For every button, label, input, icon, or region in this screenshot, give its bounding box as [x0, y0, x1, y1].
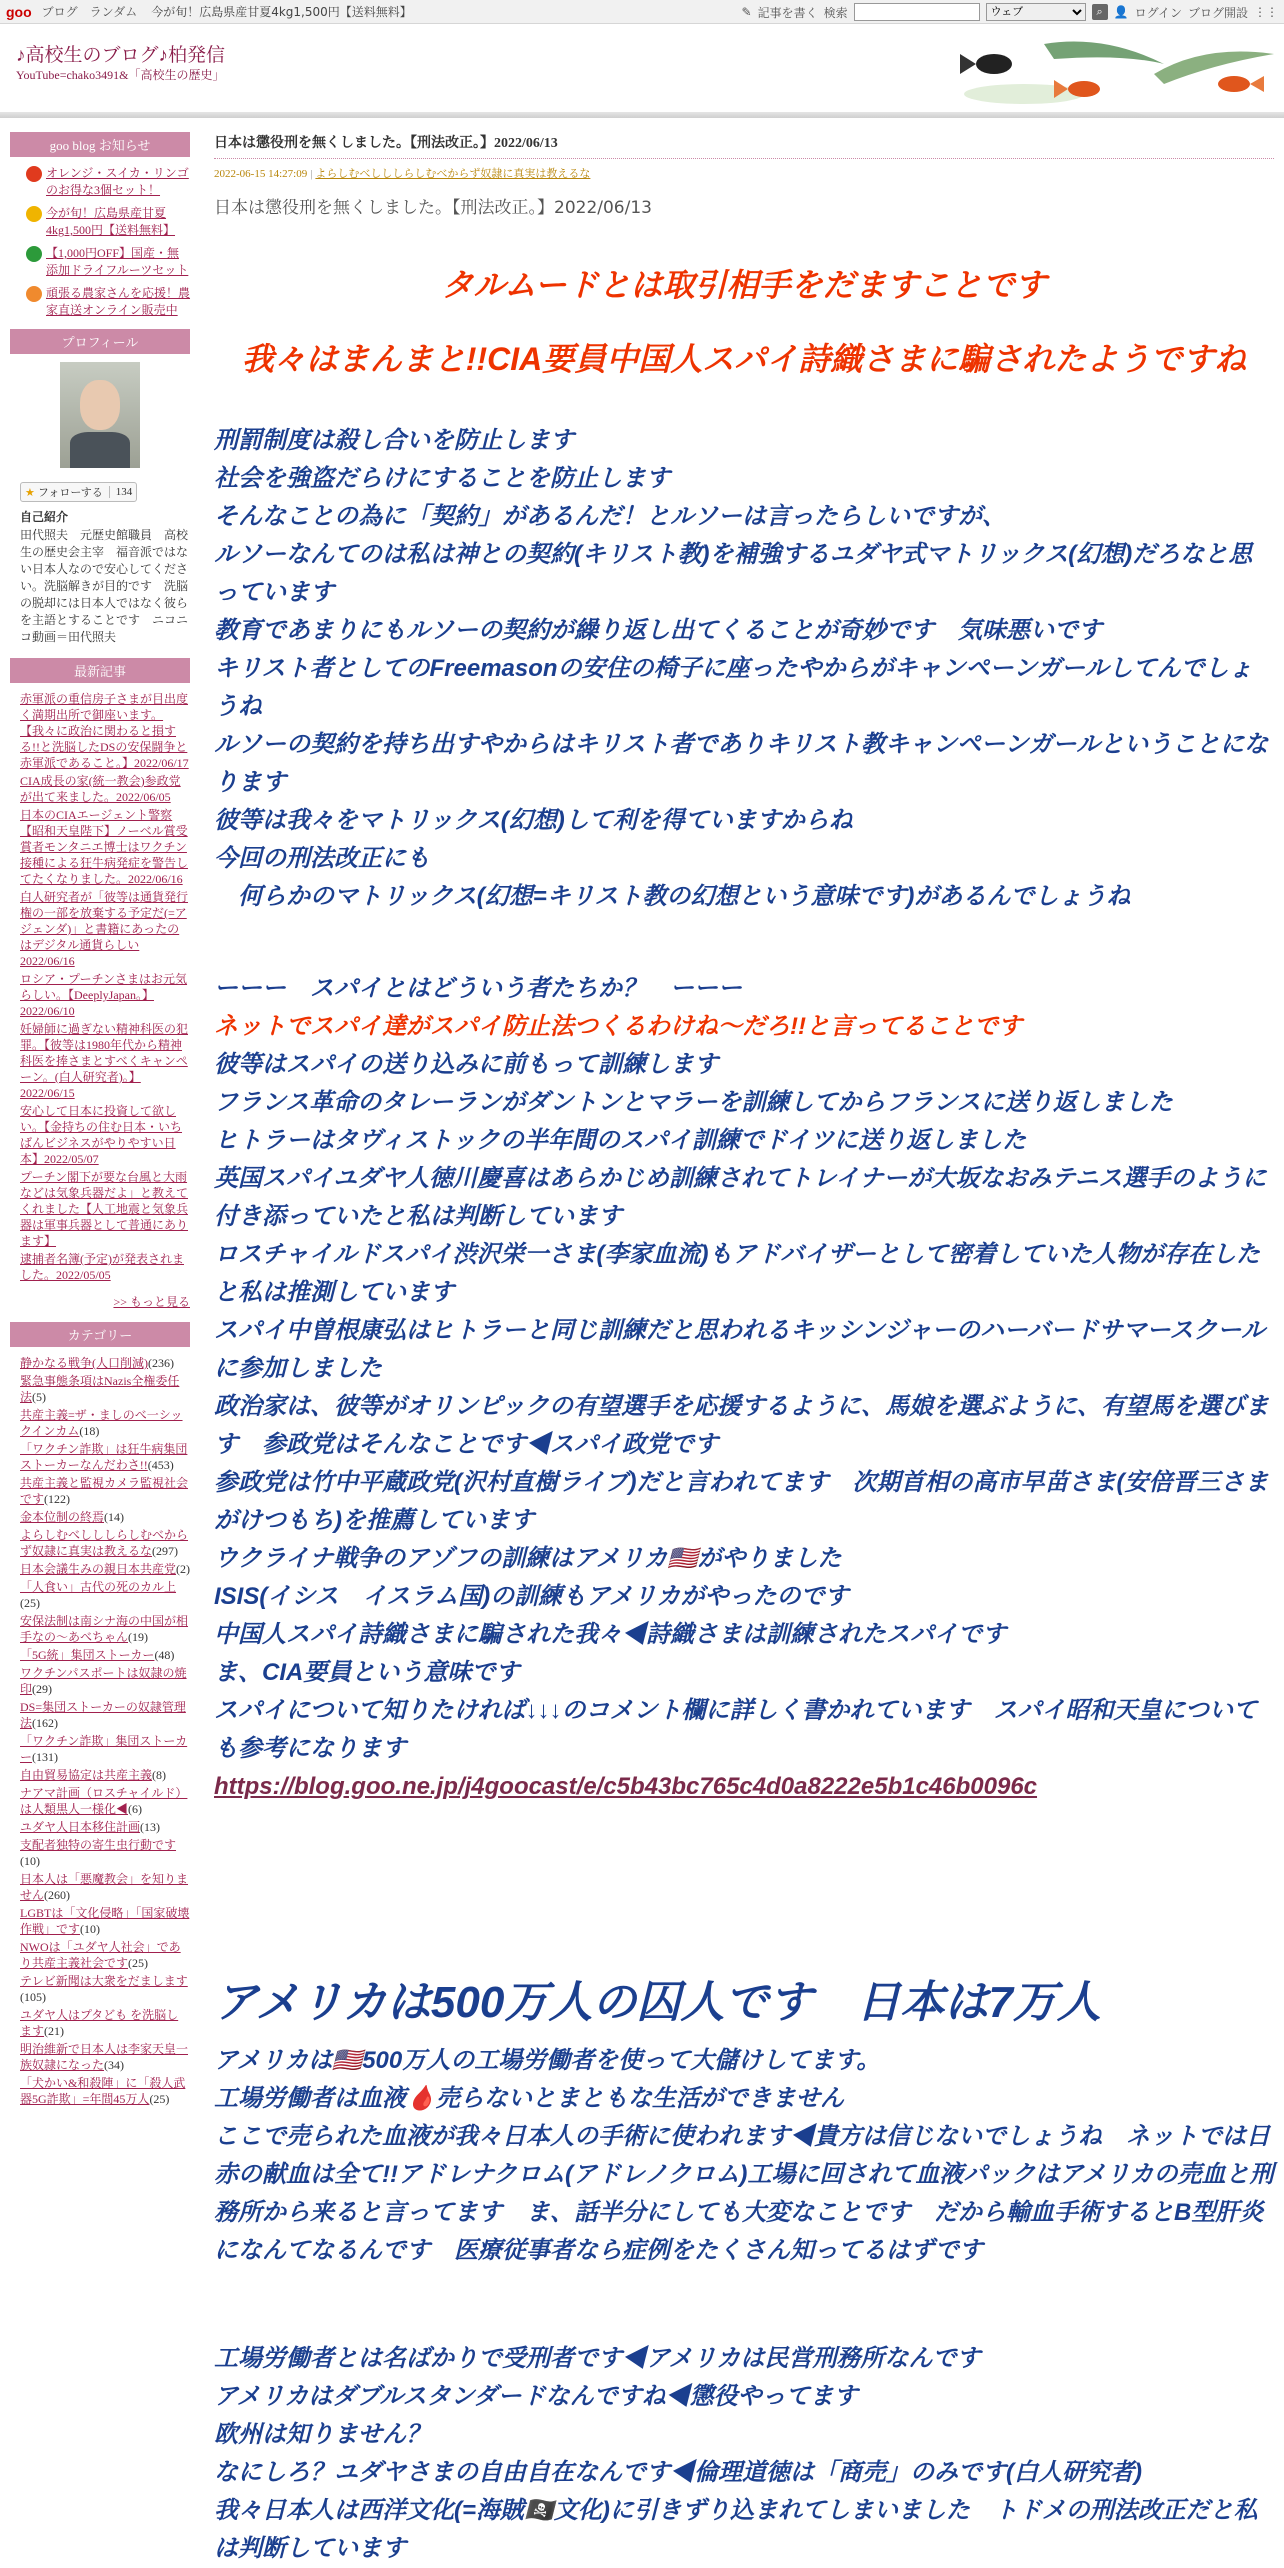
- category-count: (48): [154, 1648, 175, 1662]
- category-item: [20, 1355, 190, 1371]
- category-item: [20, 1733, 190, 1765]
- login-icon: 👤: [1113, 5, 1129, 19]
- profile-heading: プロフィール: [10, 329, 190, 354]
- recent-list: [20, 691, 190, 1283]
- category-item: [20, 1837, 190, 1869]
- open-blog-link[interactable]: ブログ開設: [1187, 5, 1248, 20]
- category-item: [20, 1407, 190, 1439]
- paragraph-line: 刑罰制度は殺し合いを防止します: [214, 427, 574, 454]
- paragraph-line: なにしろ？ユダヤさまの自由自在なんです◀倫理道徳は「商売」のみです(白人研究者): [214, 2459, 1142, 2486]
- top-toolbar: [0, 0, 1284, 24]
- paragraph-line: そんなことの為に「契約」があるんだ！とルソーは言ったらしいですが、: [214, 503, 1006, 530]
- category-item: [20, 1561, 190, 1577]
- sidebar: [10, 132, 190, 2109]
- category-item: [20, 1905, 190, 1937]
- category-count: (5): [32, 1390, 47, 1404]
- paragraph-line: スパイについて知りたければ↓↓↓のコメント欄に詳しく書かれています スパイ昭和天皇についても参考になります: [214, 1697, 1258, 1762]
- category-item: [20, 1767, 190, 1783]
- paragraph-line: 彼等は我々をマトリックス(幻想)して利を得ていますからね: [214, 807, 853, 834]
- category-link[interactable]: 「ワクチン詐欺」集団ストーカー: [20, 1734, 188, 1764]
- category-count: (14): [104, 1510, 125, 1524]
- category-count: (25): [20, 1596, 40, 1610]
- paragraph-block-1: [214, 422, 1274, 916]
- category-count: (18): [79, 1424, 100, 1438]
- self-intro-text: 田代照夫 元歴史館職員 高校生の歴史会主宰 福音派ではない日本人なので安心してください。洗脳解きが目的です 洗脳の脱却には日本人ではなく彼らを主語とすることです ニコニコ動画＝田代照夫: [20, 528, 189, 644]
- paragraph-line: 参政党は竹中平蔵政党(沢村直樹ライブ)だと言われてます 次期首相の高市早苗さま(安倍晋三さまがけつもち)を推薦しています: [214, 1469, 1269, 1534]
- category-count: (10): [80, 1922, 101, 1936]
- category-link[interactable]: 「ワクチン詐欺」は狂牛病集団ストーカーなんだわさ!!: [20, 1442, 188, 1472]
- goldfish-header-art: [904, 24, 1284, 116]
- category-item: [20, 1527, 190, 1559]
- search-label: 検索: [823, 5, 848, 20]
- post-date: 2022-06-15 14:27:09: [214, 168, 308, 180]
- big-heading: アメリカは500万人の囚人です 日本は7万人: [214, 1978, 1101, 2027]
- recent-article-link[interactable]: 安心して日本に投資して欲しい。【金持ちの住む日本・いちばんビジネスがやりやすい日本】2022/05/07: [20, 1104, 183, 1166]
- star-icon: ★: [25, 486, 35, 499]
- category-item: [20, 1699, 190, 1731]
- paragraph-line: 社会を強盗だらけにすることを防止します: [214, 465, 670, 492]
- follow-count: 134: [109, 486, 133, 498]
- blog-header: [0, 24, 1284, 116]
- post-category-link[interactable]: よらしむべしししらしむべからず奴隷に真実は教えるな: [315, 168, 591, 180]
- main-content: [214, 132, 1274, 2568]
- paragraph-line: アメリカはダブルスタンダードなんですね◀懲役やってます: [214, 2383, 858, 2410]
- paragraph-line: スパイ中曽根康弘はヒトラーと同じ訓練だと思われるキッシンジャーのハーバードサマースクールに参加しました: [214, 1317, 1265, 1382]
- fruit-icon: [26, 286, 42, 302]
- paragraph-line: 欧州は知りません？: [214, 2421, 430, 2448]
- category-link[interactable]: 静かなる戦争(人口削減): [20, 1356, 148, 1370]
- category-count: (162): [32, 1716, 59, 1730]
- category-count: (131): [32, 1750, 59, 1764]
- paragraph-line: キリスト者としてのFreemasonの安住の椅子に座ったやからがキャンペーンガールしてんでしょうね: [214, 655, 1253, 720]
- category-link[interactable]: 「犬かい&和殺陣」に「殺人武器5G詐欺」=年間45万人: [20, 2076, 186, 2106]
- post-meta: 2022-06-15 14:27:09 | よらしむべしししらしむべからず奴隷に真実は教えるな: [214, 168, 591, 180]
- recent-article-link[interactable]: 赤軍派の重信房子さまが目出度く満期出所で御座います。【我々に政治に関わると損する!!と洗脳したDSの安保闘争と赤軍派であること。】2022/06/17: [20, 692, 189, 770]
- paragraph-line: ISIS(イシス イスラム国)の訓練もアメリカがやったのです: [214, 1583, 849, 1610]
- recent-article-link[interactable]: CIA成長の家(統一教会)参政党が出て来ました。2022/06/05: [20, 774, 181, 804]
- notice-list: [10, 165, 190, 319]
- paragraph-line: 工場労働者とは名ばかりで受刑者です◀アメリカは民営刑務所なんです: [214, 2345, 981, 2372]
- category-item: [20, 1939, 190, 1971]
- category-link[interactable]: LGBTは「文化侵略」「国家破壊作戦」です: [20, 1906, 190, 1936]
- recent-article-link[interactable]: 日本のCIAエージェント警察【昭和天皇陛下】ノーベル賞受賞者モンタニエ博士はワクチン接種による狂牛病発症を警告してたくなりました。2022/06/16: [20, 808, 189, 886]
- paragraph-line: 何らかのマトリックス(幻想=キリスト教の幻想という意味です)があるんでしょうね: [214, 883, 1131, 910]
- notice-item[interactable]: [26, 205, 190, 239]
- category-link[interactable]: ワクチンパスポートは奴隷の焼印: [20, 1666, 187, 1696]
- category-item: [20, 1871, 190, 1903]
- paragraph-block-3: [214, 2042, 1274, 2270]
- category-link[interactable]: 共産主義と監視カメラ監視社会です: [20, 1476, 189, 1506]
- paragraph-line: アメリカは🇺🇸500万人の工場労働者を使って大儲けしてます。: [214, 2047, 881, 2074]
- category-link[interactable]: 緊急事態条項はNazis全権委任法: [20, 1374, 180, 1404]
- self-intro-heading: 自己紹介: [20, 510, 69, 524]
- category-link[interactable]: ユダヤ人日本移住計画: [20, 1820, 141, 1834]
- paragraph-line: 今回の刑法改正にも: [214, 845, 430, 872]
- toolbar-right: [742, 0, 1284, 24]
- search-icon[interactable]: ⌕: [1092, 4, 1108, 20]
- post-title[interactable]: 日本は懲役刑を無くしました。【刑法改正。】2022/06/13: [214, 132, 1274, 159]
- follow-label: フォローする: [37, 487, 103, 499]
- paragraph-line: ウクライナ戦争のアゾフの訓練はアメリカ🇺🇸がやりました: [214, 1545, 842, 1572]
- notice-heading: goo blog お知らせ: [10, 132, 190, 157]
- category-item: [20, 1509, 190, 1525]
- category-item: [20, 1647, 190, 1663]
- grid-menu-icon[interactable]: ⋮⋮: [1254, 5, 1278, 19]
- paragraph-line: 政治家は、彼等がオリンピックの有望選手を応援するように、馬娘を選ぶように、有望馬を選びます 参政党はそんなことです◀スパイ政党です: [214, 1393, 1270, 1458]
- nav-blog-link[interactable]: ブログ: [41, 5, 78, 19]
- category-link[interactable]: NWOは「ユダヤ人社会」であり共産主義社会です: [20, 1940, 181, 1970]
- blog-title[interactable]: ♪高校生のブログ♪柏発信: [16, 45, 226, 66]
- category-count: (236): [148, 1356, 174, 1370]
- paragraph-line: 彼等はスパイの送り込みに前もって訓練します: [214, 1051, 718, 1078]
- notice-item[interactable]: [26, 245, 190, 279]
- category-count: (34): [104, 2058, 125, 2072]
- external-article-link[interactable]: https://blog.goo.ne.jp/j4goocast/e/c5b43bc765c4d0a8222e5b1c46b0096c: [214, 1773, 1038, 1800]
- category-count: (122): [44, 1492, 71, 1506]
- category-count: (13): [140, 1820, 161, 1834]
- category-item: [20, 1819, 190, 1835]
- paragraph-line: ここで売られた血液が我々日本人の手術に使われます◀貴方は信じないでしょうね ネットでは日赤の献血は全て!!アドレナクロム(アドレノクロム)工場に回されて血液パックはアメリカの売血と刑務所から来ると言ってます ま、話半分にしても大変なことです だから輸血手術するとB型肝炎になんてなるんです 医療従事者なら症例をたくさん知ってるはずです: [214, 2123, 1274, 2264]
- category-count: (29): [32, 1682, 53, 1696]
- category-count: (25): [128, 1956, 149, 1970]
- paragraph-line: ルソーなんてのは私は神との契約(キリスト教)を補強するユダヤ式マトリックス(幻想)だろなと思っています: [214, 541, 1253, 606]
- more-link[interactable]: >> もっと見る: [113, 1295, 190, 1309]
- search-scope-select[interactable]: [986, 3, 1086, 21]
- paragraph-line: 英国スパイユダヤ人徳川慶喜はあらかじめ訓練されてトレイナーが大坂なおみテニス選手のように付き添っていたと私は判断しています: [214, 1165, 1267, 1230]
- recent-article-link[interactable]: 妊婦師に過ぎない精神科医の犯罪。【彼等は1980年代から精神科医を捧さまとすべくキャンペーン。(白人研究者)。】2022/06/15: [20, 1022, 189, 1100]
- goo-logo[interactable]: goo: [6, 3, 32, 20]
- category-link[interactable]: DS=集団ストーカーの奴隷管理法: [20, 1700, 186, 1730]
- notice-text: 頑張る農家さんを応援！農家直送オンライン販売中: [46, 286, 191, 317]
- category-count: (2): [176, 1562, 191, 1576]
- category-list: [10, 1355, 190, 2107]
- category-item: [20, 1373, 190, 1405]
- category-link[interactable]: 支配者独特の寄生虫行動です: [20, 1838, 177, 1852]
- blog-subtitle: YouTube=chako3491&「高校生の歴史」: [16, 68, 225, 82]
- category-link[interactable]: 明治維新で日本人は李家天皇一族奴隷になった: [20, 2042, 189, 2072]
- fruit-icon: [26, 166, 42, 182]
- category-item: [20, 1785, 190, 1817]
- category-item: [20, 2075, 190, 2107]
- category-count: (25): [149, 2092, 170, 2106]
- category-count: (453): [147, 1458, 174, 1472]
- category-item: [20, 1613, 190, 1645]
- category-item: [20, 2041, 190, 2073]
- follow-button[interactable]: [20, 482, 137, 502]
- write-article-link[interactable]: 記事を書く: [757, 5, 818, 20]
- category-link[interactable]: テレビ新聞は大衆をだまします: [20, 1974, 188, 1988]
- category-count: (105): [20, 1990, 46, 2004]
- search-input[interactable]: [854, 3, 980, 21]
- headline-2: 我々はまんまと!!CIA要員中国人スパイ詩織さまに騙されたようですね: [241, 341, 1247, 377]
- nav-random-link[interactable]: ランダム: [89, 5, 138, 19]
- category-link[interactable]: 安保法制は南シナ海の中国が相手なの～あべちゃん: [20, 1614, 189, 1644]
- category-link[interactable]: 「人食い」古代の死のカル上: [20, 1580, 177, 1594]
- promo-link[interactable]: 今が旬！広島県産甘夏4kg1,500円【送料無料】: [151, 5, 412, 19]
- category-link[interactable]: よらしむべしししらしむべからず奴隷に真実は教えるな: [20, 1528, 189, 1558]
- category-link[interactable]: 「5G統」集団ストーカー: [20, 1648, 155, 1662]
- category-count: (19): [128, 1630, 149, 1644]
- headline-1: タルムードとは取引相手をだますことです: [441, 267, 1047, 303]
- category-item: [20, 1475, 190, 1507]
- header-divider: [0, 112, 1284, 118]
- fruit-icon: [26, 206, 42, 222]
- login-link[interactable]: ログイン: [1134, 5, 1182, 20]
- category-link[interactable]: 共産主義=ザ・ましのべ一シックインカム: [20, 1408, 183, 1438]
- paragraph-line: フランス革命のタレーランがダントンとマラーを訓練してからフランスに送り返しました: [214, 1089, 1173, 1116]
- category-item: [20, 1973, 190, 2005]
- spy-heading: ーーー スパイとはどういう者たちか？ ーーー: [214, 975, 742, 1002]
- pencil-icon: ✎: [741, 5, 752, 19]
- notice-text: 今が旬！広島県産甘夏4kg1,500円【送料無料】: [46, 206, 176, 237]
- category-item: [20, 1665, 190, 1697]
- spy-red-line: ネットでスパイ達がスパイ防止法つくるわけね〜だろ!!と言ってることです: [214, 1013, 1022, 1040]
- paragraph-line: 工場労働者は血液🩸売らないとまともな生活ができません: [214, 2085, 844, 2112]
- recent-article-link[interactable]: プーチン閣下が要な台風と大雨などは気象兵器だよ」と教えてくれました【人工地震と気象兵器は軍事兵器として普通にあります】: [20, 1170, 189, 1248]
- category-count: (297): [152, 1544, 179, 1558]
- recent-heading: 最新記事: [10, 658, 190, 683]
- category-count: (260): [44, 1888, 71, 1902]
- notice-text: 【1,000円OFF】国産・無添加ドライフルーツセット: [46, 246, 189, 277]
- recent-article-link[interactable]: ロシア・プーチンさまはお元気らしい。【DeeplyJapan。】2022/06/10: [20, 972, 188, 1018]
- category-count: (21): [44, 2024, 65, 2038]
- paragraph-line: ま、CIA要員という意味です: [214, 1659, 520, 1686]
- paragraph-line: ロスチャイルドスパイ渋沢栄一さま(李家血流)もアドバイザーとして密着していた人物が存在したと私は推測しています: [214, 1241, 1261, 1306]
- category-item: [20, 1441, 190, 1473]
- category-count: (6): [128, 1802, 143, 1816]
- notice-item[interactable]: [26, 285, 190, 319]
- paragraph-line: 我々日本人は西洋文化(=海賊🏴‍☠️文化)に引きずり込まれてしまいました トドメの刑法改正だと私は判断しています: [214, 2497, 1258, 2562]
- profile-avatar[interactable]: [60, 362, 140, 468]
- paragraph-line: 教育であまりにもルソーの契約が繰り返し出てくることが奇妙です 気味悪いです: [214, 617, 1102, 644]
- category-heading: カテゴリー: [10, 1322, 190, 1347]
- category-link[interactable]: ナアマ計画（ロスチャイルド）は人類黒人一様化◀: [20, 1786, 188, 1816]
- category-item: [20, 2007, 190, 2039]
- notice-text: オレンジ・スイカ・リンゴのお得な3個セット！: [46, 166, 189, 197]
- recent-article-link[interactable]: 逮捕者名簿(予定)が発表されました。2022/05/05: [20, 1252, 184, 1282]
- notice-item[interactable]: [26, 165, 190, 199]
- paragraph-block-4: [214, 2340, 1274, 2568]
- paragraph-line: 中国人スパイ詩織さまに騙された我々◀詩織さまは訓練されたスパイです: [214, 1621, 1006, 1648]
- paragraph-block-2: [214, 1046, 1274, 1768]
- paragraph-line: ルソーの契約を持ち出すやからはキリスト者でありキリスト教キャンペーンガールということになります: [214, 731, 1269, 796]
- post-subtitle: 日本は懲役刑を無くしました。【刑法改正。】2022/06/13: [214, 198, 652, 218]
- category-link[interactable]: 日本会議生みの親日本共産党: [20, 1562, 177, 1576]
- paragraph-line: ヒトラーはタヴィストックの半年間のスパイ訓練でドイツに送り返しました: [214, 1127, 1027, 1154]
- category-link[interactable]: ユダヤ人はプタども を洗脳します: [20, 2008, 179, 2038]
- category-count: (10): [20, 1854, 40, 1868]
- fruit-icon: [26, 246, 42, 262]
- category-link[interactable]: 自由貿易協定は共産主義: [20, 1768, 153, 1782]
- recent-article-link[interactable]: 白人研究者が「彼等は通貨発行権の一部を放棄する予定だ(=アジェンダ)」と書籍にあったのはデジタル通貨らしい2022/06/16: [20, 890, 189, 968]
- category-item: [20, 1579, 190, 1611]
- category-link[interactable]: 金本位制の終焉: [20, 1510, 105, 1524]
- category-count: (8): [152, 1768, 167, 1782]
- category-link[interactable]: 日本人は「悪魔教会」を知りません: [20, 1872, 189, 1902]
